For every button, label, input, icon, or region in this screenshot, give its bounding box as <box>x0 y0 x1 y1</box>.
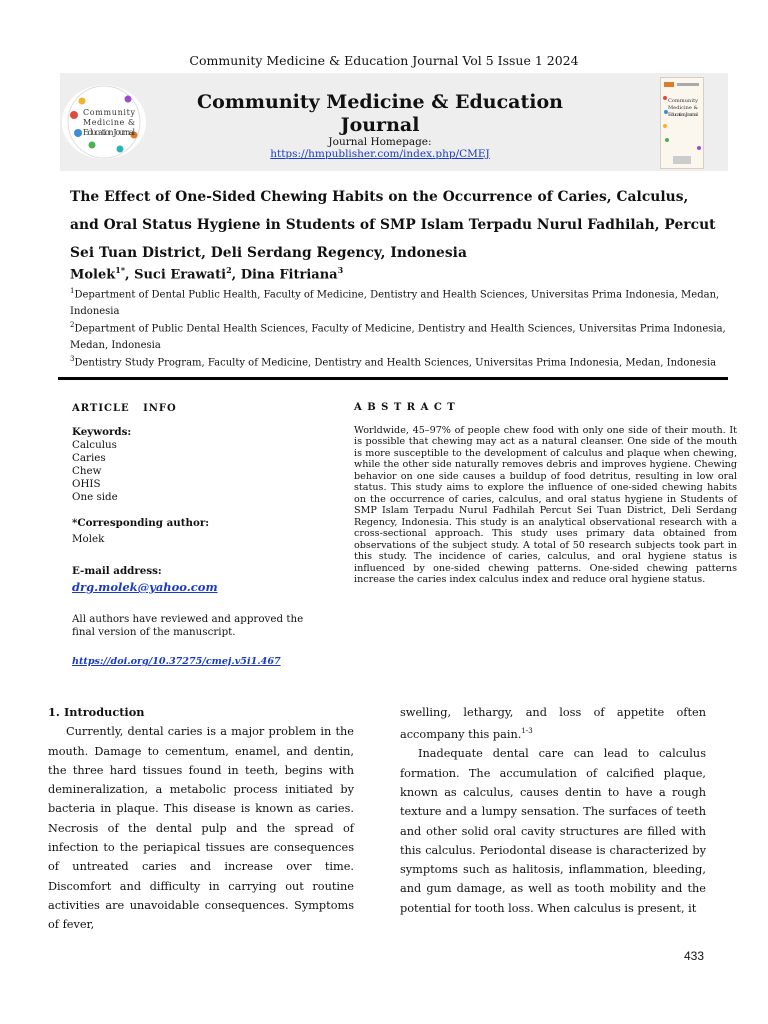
affiliation-3: $^3$Dentistry Study Program, Faculty of Medicine, Dentistry and Health Sciences, Universitas Prima Indonesia, Medan, Indonesia <box>70 355 717 369</box>
journal-cover-thumbnail <box>660 77 704 169</box>
homepage-label: Journal Homepage: <box>328 136 432 148</box>
svg-text:Community: Community <box>83 108 135 117</box>
paragraph: Inadequate dental care can lead to calculus formation. The accumulation of calcified plaque, known as calculus, causes dentin to have a rough texture and a lumpy sensation. The surfaces of teeth and other solid oral cavity structures are filled with this calculus. Periodontal disease is characterized by symptoms such as halitosis, inflammation, bleeding, and gum damage, as well as tooth mobility and the potential for tooth loss. When calculus is present, it <box>400 747 706 915</box>
keywords-label: Keywords: <box>72 426 132 438</box>
journal-banner <box>60 73 728 171</box>
paper-title: The Effect of One-Sided Chewing Habits on the Occurrence of Caries, Calculus, and Oral Status Hygiene in Students of SMP Islam Terpadu Nurul Fadhilah, Percut Sei Tuan District, Deli Serdang Regency, Indonesia <box>70 189 716 261</box>
homepage-link[interactable]: https://hmpublisher.com/index.php/CMEJ <box>270 148 490 160</box>
svg-text:Education Journal: Education Journal <box>668 112 698 118</box>
svg-text:Medicine &: Medicine & <box>668 105 698 111</box>
journal-logo <box>62 85 146 159</box>
svg-text:Community: Community <box>668 98 698 104</box>
section-divider <box>58 377 728 380</box>
author-list: Molek$^{1*}$, Suci Erawati$^2$, Dina Fitriana$^3$ <box>70 265 344 283</box>
affiliation-1: $^1$Department of Dental Public Health, Faculty of Medicine, Dentistry and Health Sciences, Universitas Prima Indonesia, Medan, Indonesia <box>70 287 720 318</box>
paragraph: Currently, dental caries is a major problem in the mouth. Damage to cementum, enamel, and dentin, the three hard tissues found in teeth, begins with demineralization, a metabolic process initiated by bacteria in plaque. This disease is known as caries. Necrosis of the dental pulp and the spread of infection to the periapical tissues are consequences of untreated caries and increase over time. Discomfort and difficulty in carrying out routine activities are unavoidable consequences. Symptoms of fever, <box>48 725 354 932</box>
author-name: Molek <box>70 267 116 283</box>
email-label: E-mail address: <box>72 565 162 577</box>
abstract-text: Worldwide, 45–97% of people chew food with only one side of their mouth. It is possible that chewing may act as a natural cleanser. One side of the mouth is more susceptible to the development of calculus and plaque when chewing, while the other side naturally removes debris and improves hygiene. Chewing behavior on one side causes a buildup of food detritus, resulting in low oral status. This study aims to explore the influence of one-sided chewing habits on the occurrence of caries, calculus, and oral status hygiene in Students of SMP Islam Terpadu Nurul Fadhilah Percut Sei Tuan District, Deli Serdang Regency, Indonesia. This study is an analytical observational research with a cross-sectional approach. This study uses primary data obtained from observations of the subject study. A total of 50 research subjects took part in this study. The incidence of caries, calculus, and oral hygiene status is influenced by one-sided chewing patterns. One-sided chewing patterns increase the caries index calculus index and reduce oral hygiene status. <box>354 424 737 585</box>
svg-text:Education Journal: Education Journal <box>83 128 135 137</box>
keyword: Caries <box>72 452 106 464</box>
keyword: OHIS <box>72 478 101 490</box>
approval-note: All authors have reviewed and approved the final version of the manuscript. <box>72 613 304 638</box>
page-number: 433 <box>684 949 705 963</box>
abstract <box>354 402 737 586</box>
corresponding-author-name: Molek <box>72 533 105 545</box>
journal-homepage <box>170 136 590 160</box>
keyword: Calculus <box>72 439 117 451</box>
journal-title: Community Medicine & Education Journal <box>197 91 563 136</box>
article-info-heading: ARTICLE INFO <box>72 403 177 414</box>
affiliation-2: $^2$Department of Public Dental Health Sciences, Faculty of Medicine, Dentistry and Health Sciences, Universitas Prima Indonesia, Medan, Indonesia <box>70 321 726 352</box>
author-name: Dina Fitriana <box>240 267 338 283</box>
email-link[interactable]: drg.molek@yahoo.com <box>72 580 218 594</box>
section-heading: 1. Introduction <box>48 705 145 719</box>
body-column-right <box>400 703 706 918</box>
running-head: Community Medicine & Education Journal Vol 5 Issue 1 2024 <box>189 53 579 68</box>
doi-link[interactable]: https://doi.org/10.37275/cmej.v5i1.467 <box>72 656 281 667</box>
corresponding-author-label: *Corresponding author: <box>72 517 210 529</box>
keyword: One side <box>72 491 118 503</box>
svg-text:Medicine &: Medicine & <box>83 118 135 127</box>
abstract-heading: A B S T R A C T <box>354 402 456 413</box>
author-name: Suci Erawati <box>134 267 227 283</box>
body-column-left <box>48 703 354 935</box>
paragraph: swelling, lethargy, and loss of appetite often accompany this pain.$^{1-3}$ <box>400 706 706 742</box>
article-info <box>72 402 327 668</box>
keyword: Chew <box>72 465 102 477</box>
